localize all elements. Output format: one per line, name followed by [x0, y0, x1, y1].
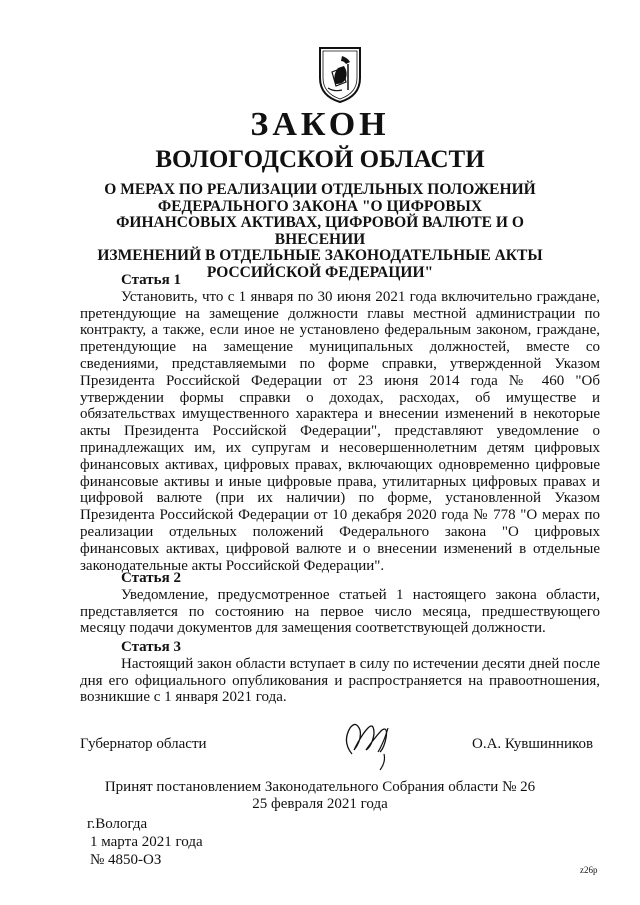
handwritten-signature [338, 714, 398, 772]
adoption-line: Принят постановлением Законодательного Собрания области № 26 [104, 779, 536, 795]
subject-line: О МЕРАХ ПО РЕАЛИЗАЦИИ ОТДЕЛЬНЫХ ПОЛОЖЕНИЙ [104, 181, 536, 198]
law-subject [80, 182, 560, 281]
article-heading: Статья 3 [121, 639, 181, 655]
article-text: Установить, что с 1 января по 30 июня 2021 года включительно граждане, претендующие на замещение должности главы местной администрации по контракту, а также, если иное не установлено федеральным законом, граждане, претендующие на замещение муниципальных должностей, вместе со сведениями, представляемыми по форме справки, утвержденной Указом Президента Российской Федерации от 23 июня 2014 года № 460 "Об утверждении формы справки о доходах, расходах, об имуществе и обязательствах имущественного характера и внесении изменений в некоторые акты Президента Российской Федерации", представляют уведомление о принадлежащих им, их супругам и несовершеннолетним детям цифровых финансовых активах, цифровых правах, включающих одновременно цифровые финансовые активы и иные цифровые права, утилитарных цифровых правах и цифровой валюте (при их наличии) по форме, установленной Указом Президента Российской Федерации от 10 декабря 2020 года № 778 "О мерах по реализации отдельных положений Федерального закона "О цифровых финансовых активах, цифровой валюте и о внесении изменений в отдельные законодательные акты Российской Федерации". [80, 288, 600, 574]
article-heading: Статья 1 [121, 272, 181, 288]
region-title: ВОЛОГОДСКОЙ ОБЛАСТИ [155, 146, 485, 173]
law-number: № 4850-ОЗ [90, 852, 162, 868]
signing-date: 1 марта 2021 года [90, 834, 203, 850]
vologda-coat-of-arms-icon [312, 44, 368, 104]
adoption-note [0, 779, 640, 812]
place-and-number [87, 815, 203, 869]
signatory-position: Губернатор области [80, 736, 207, 752]
article-heading: Статья 2 [121, 570, 181, 586]
document-code: z26p [580, 865, 598, 875]
article-1 [80, 272, 600, 574]
subject-line: ФЕДЕРАЛЬНОГО ЗАКОНА "О ЦИФРОВЫХ [157, 197, 483, 215]
subject-line: ИЗМЕНЕНИЙ В ОТДЕЛЬНЫЕ ЗАКОНОДАТЕЛЬНЫЕ АКТЫ [97, 247, 543, 264]
article-text: Уведомление, предусмотренное статьей 1 настоящего закона области, представляется по состоянию на первое число месяца, предшествующего месяцу подачи документов для замещения соответствующей должности. [80, 586, 600, 637]
subject-line: ФИНАНСОВЫХ АКТИВАХ, ЦИФРОВОЙ ВАЛЮТЕ И О ВНЕСЕНИИ [116, 214, 524, 248]
city: г.Вологда [87, 816, 148, 832]
article-3 [80, 639, 600, 706]
law-title: ЗАКОН [250, 106, 390, 143]
article-2 [80, 570, 600, 637]
signatory-name: О.А. Кувшинников [472, 736, 594, 752]
adoption-date: 25 февраля 2021 года [252, 795, 388, 812]
article-text: Настоящий закон области вступает в силу по истечении десяти дней после дня его официального опубликования и распространяется на правоотношения, возникшие с 1 января 2021 года. [80, 655, 600, 706]
subject-line: РОССИЙСКОЙ ФЕДЕРАЦИИ" [206, 263, 434, 281]
